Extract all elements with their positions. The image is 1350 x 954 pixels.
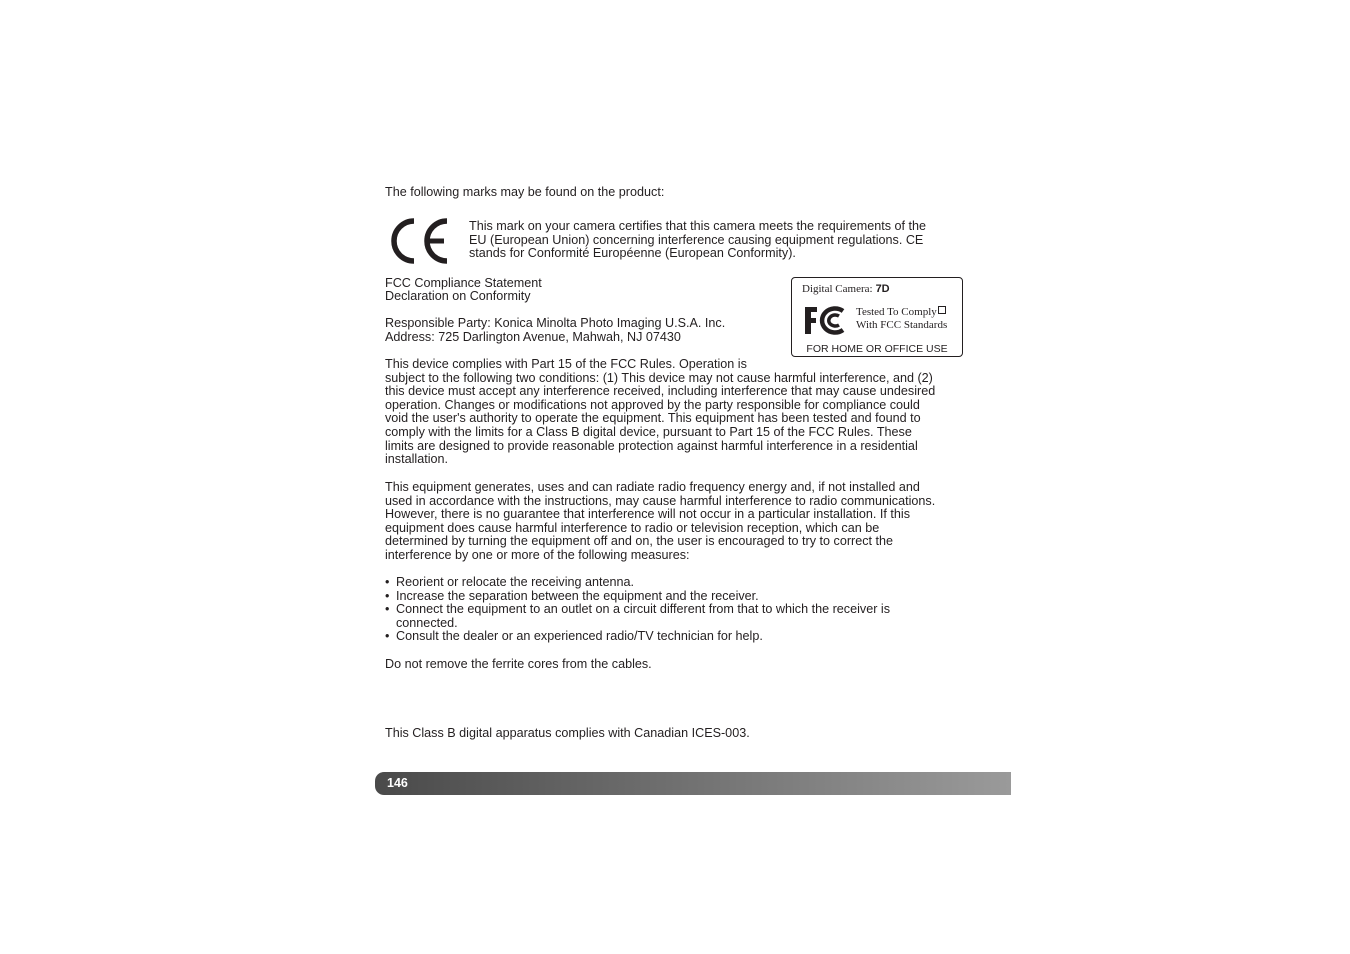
ferrite-note: Do not remove the ferrite cores from the cables. <box>385 657 652 671</box>
paragraph-line: comply with the limits for a Class B digital device, pursuant to Part 15 of the FCC Rules. These <box>385 424 912 439</box>
paragraph-line: used in accordance with the instructions, may cause harmful interference to radio communications. <box>385 493 936 508</box>
fcc-camera-line <box>802 283 890 295</box>
paragraph-line: determined by turning the equipment off and on, the user is encouraged to try to correct the <box>385 534 894 549</box>
paragraph-line: this device must accept any interference received, including interference that may cause undesired <box>385 384 936 399</box>
ce-mark-icon <box>384 216 450 266</box>
fcc-standards-text: With FCC Standards <box>856 319 948 331</box>
ce-description <box>469 220 926 261</box>
checkbox-square-icon <box>938 306 946 314</box>
list-item: • Reorient or relocate the receiving antenna. <box>385 575 635 589</box>
paragraph-line: operation. Changes or modifications not approved by the party responsible for compliance could <box>385 397 920 412</box>
fcc-statement-subtitle: Declaration on Conformity <box>385 289 531 303</box>
ce-line: stands for Conformité Européenne (European Conformity). <box>469 246 796 261</box>
list-item: • Consult the dealer or an experienced radio/TV technician for help. <box>385 629 763 644</box>
canada-note: This Class B digital apparatus complies with Canadian ICES-003. <box>385 726 750 740</box>
measures-list <box>385 576 890 644</box>
party-address: Address: 725 Darlington Avenue, Mahwah, NJ 07430 <box>385 330 681 344</box>
bullet-icon: • <box>385 602 390 617</box>
fcc-camera-prefix: Digital Camera: <box>802 283 873 295</box>
intro-text: The following marks may be found on the product: <box>385 185 665 199</box>
paragraph-line: equipment does cause harmful interference to radio or television reception, which can be <box>385 520 880 535</box>
bullet-icon: • <box>385 575 390 589</box>
list-item: • Connect the equipment to an outlet on a circuit different from that to which the receiver is connected. <box>385 602 890 630</box>
responsible-party: Responsible Party: Konica Minolta Photo Imaging U.S.A. Inc. <box>385 316 726 330</box>
list-item: • Increase the separation between the equipment and the receiver. <box>385 588 759 603</box>
fcc-logo-icon <box>803 305 845 336</box>
fcc-camera-model: 7D <box>875 283 890 295</box>
page-number: 146 <box>387 776 408 790</box>
radiation-paragraph <box>385 481 935 563</box>
paragraph-line: This equipment generates, uses and can radiate radio frequency energy and, if not installed and <box>385 480 920 494</box>
bullet-icon: • <box>385 629 390 644</box>
fcc-tested-text: Tested To Comply <box>856 306 946 318</box>
ce-line: This mark on your camera certifies that this camera meets the requirements of the <box>469 219 927 233</box>
paragraph-line: limits are designed to provide reasonable protection against harmful interference in a residential <box>385 438 918 453</box>
fcc-label-box <box>791 277 963 357</box>
paragraph-line: This device complies with Part 15 of the FCC Rules. Operation is <box>385 357 747 371</box>
paragraph-line: installation. <box>385 452 449 467</box>
fcc-statement-title: FCC Compliance Statement <box>385 276 542 290</box>
ce-line: EU (European Union) concerning interference causing equipment regulations. CE <box>469 232 924 247</box>
paragraph-line: subject to the following two conditions: (1) This device may not cause harmful interference, and (2) <box>385 370 933 385</box>
bullet-icon: • <box>385 588 390 603</box>
part15-paragraph <box>385 358 935 467</box>
paragraph-line: void the user's authority to operate the equipment. This equipment has been tested and found to <box>385 411 921 426</box>
paragraph-line: interference by one or more of the following measures: <box>385 547 690 562</box>
footer-bar <box>375 772 1011 795</box>
fcc-use-text: FOR HOME OR OFFICE USE <box>806 343 948 355</box>
paragraph-line: However, there is no guarantee that interference will not occur in a particular installation. If this <box>385 507 911 522</box>
